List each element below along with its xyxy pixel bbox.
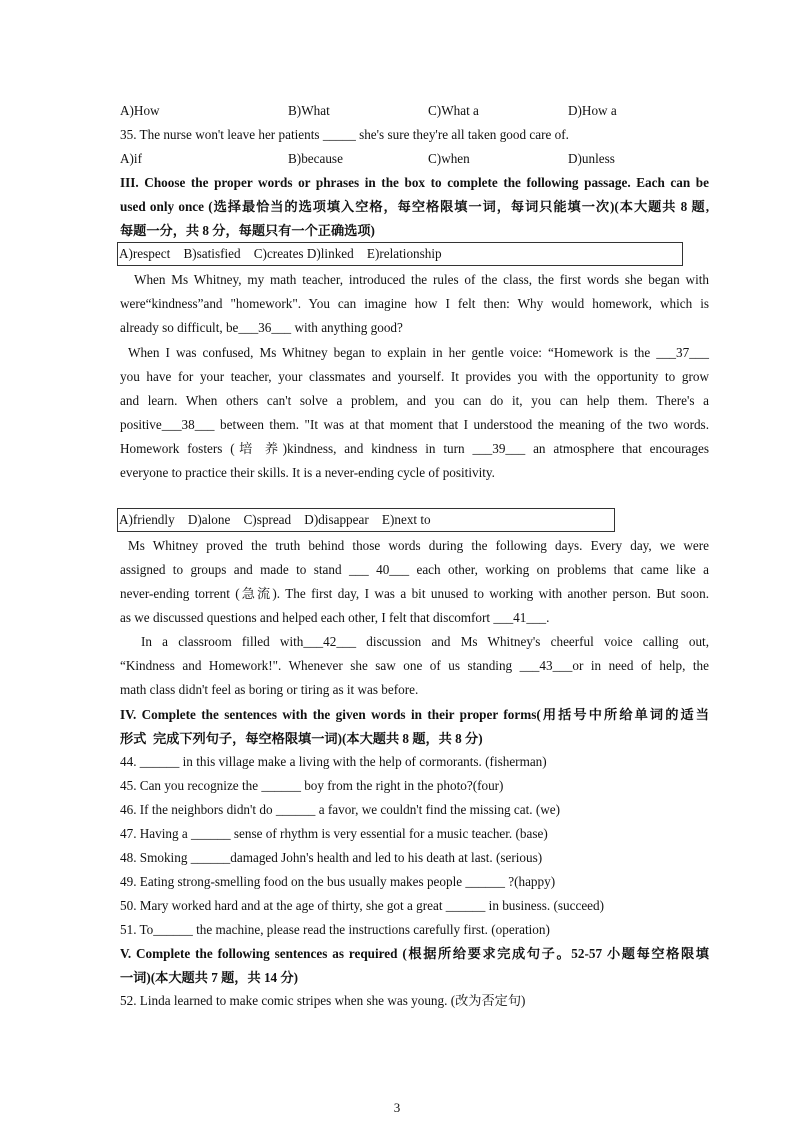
passage-line: When Ms Whitney, my math teacher, introduced the rules of the class, the first words she began with	[134, 272, 709, 287]
passage-line: as we discussed questions and helped each other, I felt that discomfort ___41___.	[120, 610, 550, 625]
passage-line: math class didn't feel as boring or tiring as it was before.	[120, 682, 419, 697]
passage-line: Homework fosters (培 养)kindness, and kindness in turn ___39___ an atmosphere that encourages	[120, 441, 709, 456]
passage-line: In a classroom filled with___42___ discussion and Ms Whitney's cheerful voice calling out,	[141, 634, 709, 649]
q35-stem: 35. The nurse won't leave her patients _____ she's sure they're all taken good care of.	[120, 127, 569, 142]
passage-line: already so difficult, be___36___ with anything good?	[120, 320, 403, 335]
question-46: 46. If the neighbors didn't do ______ a favor, we couldn't find the missing cat. (we)	[120, 802, 561, 817]
question-50: 50. Mary worked hard and at the age of thirty, she got a great ______ in business. (succeed)	[120, 898, 605, 913]
question-44: 44. ______ in this village make a living with the help of cormorants. (fisherman)	[120, 754, 547, 769]
section4-heading-line1: IV. Complete the sentences with the given words in their proper forms(用括号中所给单词的适当	[120, 707, 709, 722]
q34-option-b: B)What	[288, 103, 330, 118]
question-45: 45. Can you recognize the ______ boy from the right in the photo?(four)	[120, 778, 504, 793]
passage-line: were“kindness”and "homework". You can imagine how I felt then: Why would homework, which is	[120, 296, 709, 311]
section3-heading-line2: used only once (选择最恰当的选项填入空格，每空格限填一词，每词只能填一次)(本大题共 8 题,	[120, 199, 709, 214]
passage-line: and learn. When others can't solve a problem, and you can do it, you can help them. There's a	[120, 393, 709, 408]
passage-line: Ms Whitney proved the truth behind those words during the following days. Every day, we were	[128, 538, 709, 553]
section3-heading-line3: 每题一分，共 8 分，每题只有一个正确选项)	[120, 223, 375, 238]
section3-heading-line1: III. Choose the proper words or phrases in the box to complete the following passage. Each can be	[120, 175, 709, 190]
passage-line: everyone to practice their skills. It is a never-ending cycle of positivity.	[120, 465, 495, 480]
q35-option-b: B)because	[288, 151, 343, 166]
passage-line: “Kindness and Homework!". Whenever she saw one of us standing ___43___or in need of help, the	[120, 658, 709, 673]
section4-heading-line2: 形式 完成下列句子，每空格限填一词)(本大题共 8 题，共 8 分)	[120, 731, 483, 746]
q35-option-a: A)if	[120, 151, 142, 166]
q34-options	[120, 99, 709, 123]
question-52: 52. Linda learned to make comic stripes when she was young. (改为否定句)	[120, 993, 526, 1008]
section5-heading-line2: 一词)(本大题共 7 题，共 14 分)	[120, 970, 299, 985]
passage-line: never-ending torrent (急流). The first day, I was a bit unused to working with another person. But soon.	[120, 586, 709, 601]
question-48: 48. Smoking ______damaged John's health and led to his death at last. (serious)	[120, 850, 543, 865]
passage-line: you have for your teacher, your classmates and yourself. It provides you with the opportunity to grow	[120, 369, 709, 384]
word-box-2: A)friendly D)alone C)spread D)disappear E)next to	[117, 508, 615, 532]
passage-line: positive___38___ between them. "It was at that moment that I understood the meaning of the two words.	[120, 417, 709, 432]
q34-option-d: D)How a	[568, 103, 617, 118]
question-49: 49. Eating strong-smelling food on the bus usually makes people ______ ?(happy)	[120, 874, 556, 889]
q34-option-a: A)How	[120, 103, 160, 118]
section5-heading-line1: V. Complete the following sentences as required (根据所给要求完成句子。52-57 小题每空格限填	[120, 946, 709, 961]
q35-options	[120, 147, 709, 171]
q35-option-c: C)when	[428, 151, 470, 166]
q34-option-c: C)What a	[428, 103, 479, 118]
question-47: 47. Having a ______ sense of rhythm is very essential for a music teacher. (base)	[120, 826, 548, 841]
passage-line: When I was confused, Ms Whitney began to explain in her gentle voice: “Homework is the ___37___	[128, 345, 709, 360]
question-51: 51. To______ the machine, please read the instructions carefully first. (operation)	[120, 922, 550, 937]
q35-option-d: D)unless	[568, 151, 615, 166]
word-box-1: A)respect B)satisfied C)creates D)linked E)relationship	[117, 242, 683, 266]
page-number: 3	[393, 1100, 401, 1115]
passage-line: assigned to groups and made to stand ___ 40___ each other, working on problems that came like a	[120, 562, 709, 577]
